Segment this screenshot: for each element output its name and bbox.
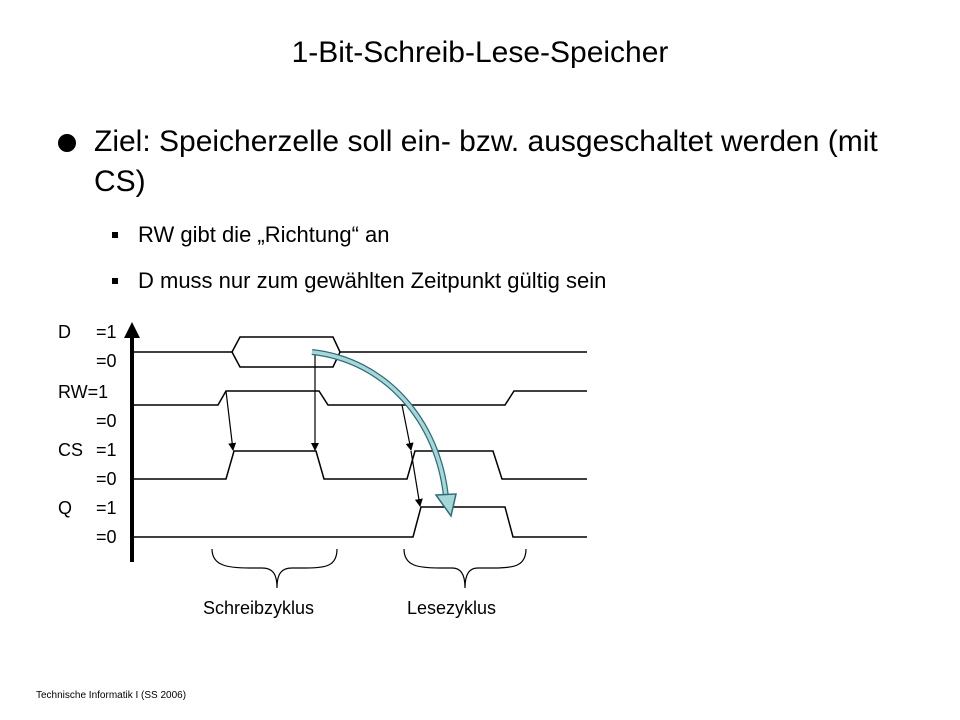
footer-text: Technische Informatik I (SS 2006) <box>36 690 187 701</box>
sub-bullet-text: D muss nur zum gewählten Zeitpunkt gültig sein <box>138 268 607 293</box>
brace-schreibzyklus <box>212 549 337 588</box>
slide-title: 1-Bit-Schreib-Lese-Speicher <box>291 36 669 69</box>
level-label-rw-high: RW=1 <box>58 382 109 402</box>
curved-arrow-head-icon <box>436 494 456 516</box>
level-label-cs-low: =0 <box>96 469 117 489</box>
level-label-rw-low: =0 <box>96 411 117 431</box>
level-label-d-low: =0 <box>96 351 117 371</box>
brace-lesezyklus <box>404 549 526 588</box>
signal-rw-trace <box>132 391 587 405</box>
causal-arrows <box>226 352 420 506</box>
signal-cs-trace <box>132 451 587 479</box>
arrow-rw-to-cs-1 <box>226 391 233 450</box>
sub-bullet-text: RW gibt die „Richtung“ an <box>138 222 390 247</box>
signal-label-q: Q <box>58 498 73 518</box>
curved-data-arrow <box>312 352 456 516</box>
vertical-axis <box>124 322 140 562</box>
level-label-d-high: =1 <box>96 322 117 342</box>
signal-q-trace <box>132 507 587 537</box>
arrow-cs-to-q <box>411 451 420 506</box>
signal-label-cs: CS <box>58 440 84 460</box>
main-bullet-text: Ziel: Speicherzelle soll ein- bzw. ausgeschaltet werden (mit CS) <box>94 125 878 198</box>
cycle-label-read: Lesezyklus <box>407 598 497 618</box>
cycle-label-write: Schreibzyklus <box>203 598 315 618</box>
level-label-cs-high: =1 <box>96 440 117 460</box>
arrow-rw-to-cs-2 <box>402 405 411 450</box>
axis-arrow-icon <box>124 322 140 338</box>
level-label-q-low: =0 <box>96 527 117 547</box>
signal-label-d: D <box>58 322 71 342</box>
level-label-q-high: =1 <box>96 498 117 518</box>
